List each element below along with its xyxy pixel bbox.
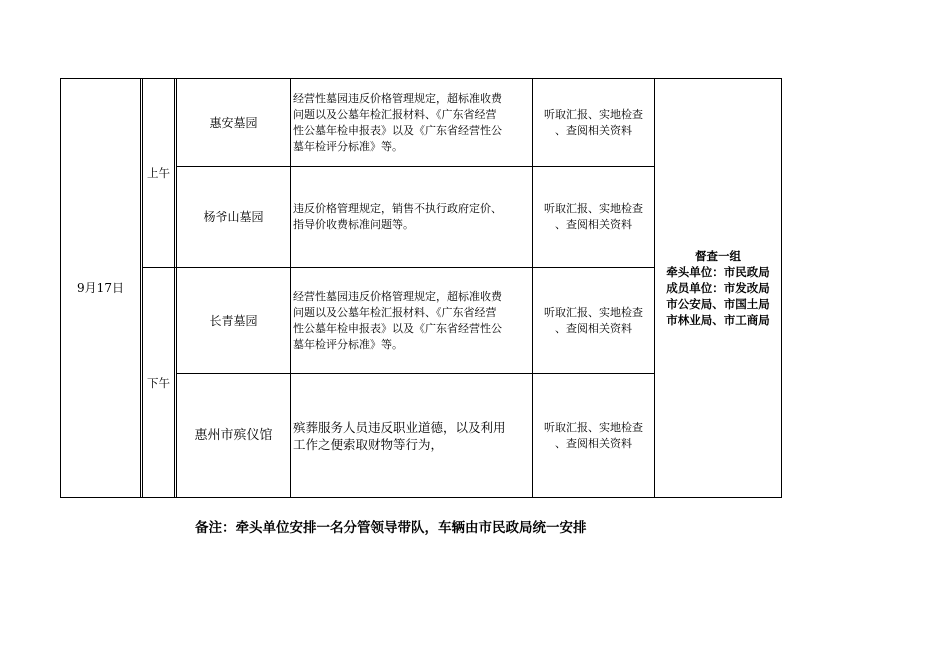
method-line: 听取汇报、实地检查: [544, 420, 643, 434]
method-text: [533, 79, 654, 166]
issue-line: 性公墓年检申报表》以及《广东省经营性公: [293, 123, 502, 137]
issue-text: [291, 374, 532, 497]
grid-line: [60, 497, 782, 498]
issue-line: 问题以及公墓年检汇报材料、《广东省经营: [293, 305, 497, 319]
team-line: 牵头单位：市民政局: [666, 265, 770, 279]
issue-line: 经营性墓园违反价格管理规定，超标准收费: [293, 289, 502, 303]
issue-line: 殡葬服务人员违反职业道德，以及利用: [293, 419, 506, 435]
method-line: 听取汇报、实地检查: [544, 305, 643, 319]
issue-line: 经营性墓园违反价格管理规定，超标准收费: [293, 91, 502, 105]
site-name: 惠州市殡仪馆: [194, 427, 273, 443]
method-line: 、查阅相关资料: [555, 218, 632, 231]
method-line: 、查阅相关资料: [555, 123, 632, 137]
issue-text: [291, 268, 532, 373]
method-text: [533, 167, 654, 267]
method-text: [533, 268, 654, 373]
issue-line: 违反价格管理规定，销售不执行政府定价、: [293, 202, 502, 215]
period-morning: 上午: [147, 166, 170, 180]
period-afternoon: 下午: [147, 375, 170, 390]
team-info: [655, 248, 781, 328]
issue-line: 工作之便索取财物等行为，: [293, 436, 444, 452]
team-title: 督查一组: [695, 249, 741, 263]
site-name: 杨爷山墓园: [203, 210, 264, 224]
date-cell: 9月17日: [77, 281, 124, 295]
issue-text: [291, 79, 532, 166]
issue-line: 指导价收费标准问题等。: [293, 218, 414, 231]
issue-line: 墓年检评分标准》等。: [293, 139, 403, 153]
method-text: [533, 374, 654, 497]
site-name: 惠安墓园: [209, 115, 258, 130]
team-line: 市公安局、市国土局: [666, 297, 770, 311]
site-name: 长青墓园: [209, 313, 258, 328]
grid-line: [140, 78, 141, 498]
grid-line: [174, 78, 175, 498]
team-line: 成员单位：市发改局: [666, 281, 770, 295]
method-line: 听取汇报、实地检查: [544, 202, 643, 215]
issue-text: [291, 167, 532, 267]
method-line: 听取汇报、实地检查: [544, 107, 643, 121]
issue-line: 问题以及公墓年检汇报材料、《广东省经营: [293, 107, 497, 121]
grid-line: [781, 78, 782, 498]
footer-note: 备注：牵头单位安排一名分管领导带队，车辆由市民政局统一安排: [195, 520, 587, 536]
issue-line: 性公墓年检申报表》以及《广东省经营性公: [293, 321, 502, 335]
issue-line: 墓年检评分标准》等。: [293, 337, 403, 351]
team-line: 市林业局、市工商局: [666, 313, 770, 327]
method-line: 、查阅相关资料: [555, 436, 632, 450]
method-line: 、查阅相关资料: [555, 321, 632, 335]
